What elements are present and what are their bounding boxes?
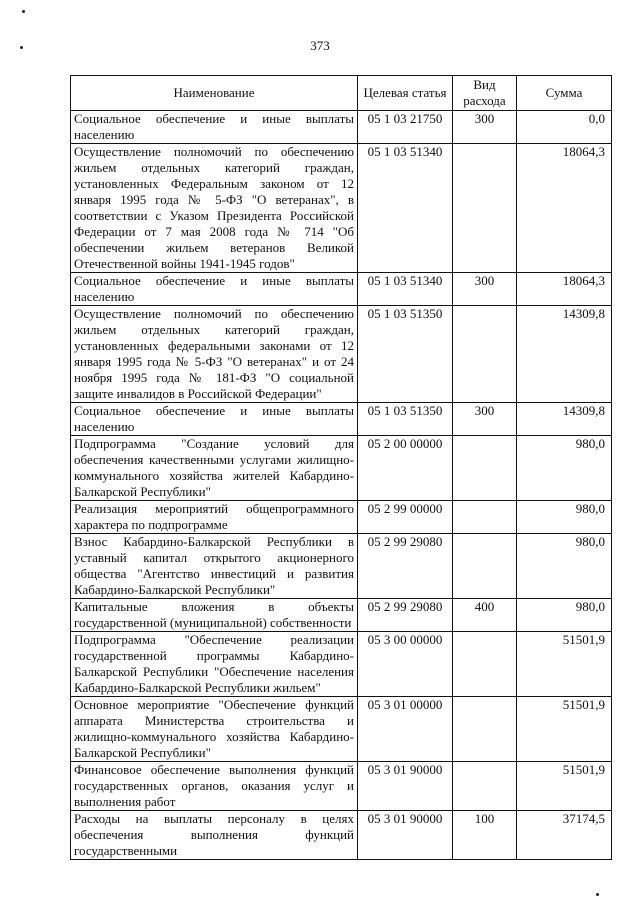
header-name: Наименование <box>71 76 358 111</box>
row-kind-cell <box>453 534 517 599</box>
row-target-cell: 05 1 03 51350 <box>358 306 453 403</box>
row-target-cell: 05 2 99 29080 <box>358 534 453 599</box>
row-name-cell: Социальное обеспечение и иные выплаты населению <box>71 111 358 144</box>
row-kind-cell: 300 <box>453 403 517 436</box>
row-sum-cell: 51501,9 <box>517 632 612 697</box>
table-row <box>71 306 612 403</box>
row-kind-cell: 300 <box>453 111 517 144</box>
table-row <box>71 811 612 860</box>
row-target-cell: 05 1 03 51340 <box>358 273 453 306</box>
row-name-cell: Социальное обеспечение и иные выплаты населению <box>71 273 358 306</box>
scan-speck <box>22 10 25 13</box>
row-name-cell: Подпрограмма "Создание условий для обеспечения качественными услугами жилищно-коммунального хозяйства жителей Кабардино-Балкарской Республики" <box>71 436 358 501</box>
table-row <box>71 632 612 697</box>
row-target-cell: 05 2 00 00000 <box>358 436 453 501</box>
row-sum-cell: 980,0 <box>517 534 612 599</box>
table-row <box>71 403 612 436</box>
table-row <box>71 111 612 144</box>
row-kind-cell: 300 <box>453 273 517 306</box>
row-kind-cell <box>453 306 517 403</box>
row-name-cell: Подпрограмма "Обеспечение реализации государственной программы Кабардино-Балкарской Республики "Обеспечение населения Кабардино-Балкарской Республики жильем" <box>71 632 358 697</box>
row-kind-cell: 400 <box>453 599 517 632</box>
page-number: 373 <box>310 38 330 53</box>
row-kind-cell <box>453 144 517 273</box>
table-row <box>71 534 612 599</box>
row-target-cell: 05 3 01 00000 <box>358 697 453 762</box>
row-kind-cell <box>453 436 517 501</box>
budget-table <box>70 75 612 860</box>
row-sum-cell: 37174,5 <box>517 811 612 860</box>
header-kind: Вид расхода <box>453 76 517 111</box>
row-name-cell: Взнос Кабардино-Балкарской Республики в уставный капитал открытого акционерного общества "Агентство инвестиций и развития Кабардино-Балкарской Республики" <box>71 534 358 599</box>
row-name-cell: Реализация мероприятий общепрограммного характера по подпрограмме <box>71 501 358 534</box>
row-kind-cell: 100 <box>453 811 517 860</box>
row-target-cell: 05 2 99 00000 <box>358 501 453 534</box>
row-name-cell: Осуществление полномочий по обеспечению жильем отдельных категорий граждан, установленных Федеральным законом от 12 января 1995 года № 5-ФЗ "О ветеранах", в соответствии с Указом Президента Российской Федерации от 7 мая 2008 года № 714 "Об обеспечении жильем ветеранов Великой Отечественной войны 1941-1945 годов" <box>71 144 358 273</box>
table-row <box>71 144 612 273</box>
row-target-cell: 05 1 03 51340 <box>358 144 453 273</box>
scan-speck <box>596 893 599 896</box>
table-row <box>71 501 612 534</box>
table-row <box>71 436 612 501</box>
table-header-row <box>71 76 612 111</box>
row-kind-cell <box>453 501 517 534</box>
row-kind-cell <box>453 762 517 811</box>
row-target-cell: 05 2 99 29080 <box>358 599 453 632</box>
row-sum-cell: 51501,9 <box>517 762 612 811</box>
row-sum-cell: 51501,9 <box>517 697 612 762</box>
row-sum-cell: 18064,3 <box>517 273 612 306</box>
row-sum-cell: 14309,8 <box>517 306 612 403</box>
header-sum: Сумма <box>517 76 612 111</box>
row-name-cell: Социальное обеспечение и иные выплаты населению <box>71 403 358 436</box>
row-sum-cell: 18064,3 <box>517 144 612 273</box>
row-name-cell: Основное мероприятие "Обеспечение функций аппарата Министерства строительства и жилищно-коммунального хозяйства Кабардино-Балкарской Республики" <box>71 697 358 762</box>
row-sum-cell: 0,0 <box>517 111 612 144</box>
table-row <box>71 697 612 762</box>
row-target-cell: 05 3 00 00000 <box>358 632 453 697</box>
row-name-cell: Финансовое обеспечение выполнения функций государственных органов, оказания услуг и выполнения работ <box>71 762 358 811</box>
row-target-cell: 05 3 01 90000 <box>358 762 453 811</box>
row-name-cell: Расходы на выплаты персоналу в целях обеспечения выполнения функций государственными <box>71 811 358 860</box>
row-sum-cell: 14309,8 <box>517 403 612 436</box>
table-row <box>71 273 612 306</box>
row-kind-cell <box>453 697 517 762</box>
header-target: Целевая статья <box>358 76 453 111</box>
row-target-cell: 05 1 03 21750 <box>358 111 453 144</box>
row-target-cell: 05 3 01 90000 <box>358 811 453 860</box>
row-name-cell: Капитальные вложения в объекты государственной (муниципальной) собственности <box>71 599 358 632</box>
row-sum-cell: 980,0 <box>517 501 612 534</box>
row-name-cell: Осуществление полномочий по обеспечению жильем отдельных категорий граждан, установленных федеральными законами от 12 января 1995 года № 5-ФЗ "О ветеранах" и от 24 ноября 1995 года № 181-ФЗ "О социальной защите инвалидов в Российской Федерации" <box>71 306 358 403</box>
row-kind-cell <box>453 632 517 697</box>
table-row <box>71 599 612 632</box>
row-sum-cell: 980,0 <box>517 599 612 632</box>
table-row <box>71 762 612 811</box>
row-sum-cell: 980,0 <box>517 436 612 501</box>
table-body <box>71 111 612 860</box>
row-target-cell: 05 1 03 51350 <box>358 403 453 436</box>
